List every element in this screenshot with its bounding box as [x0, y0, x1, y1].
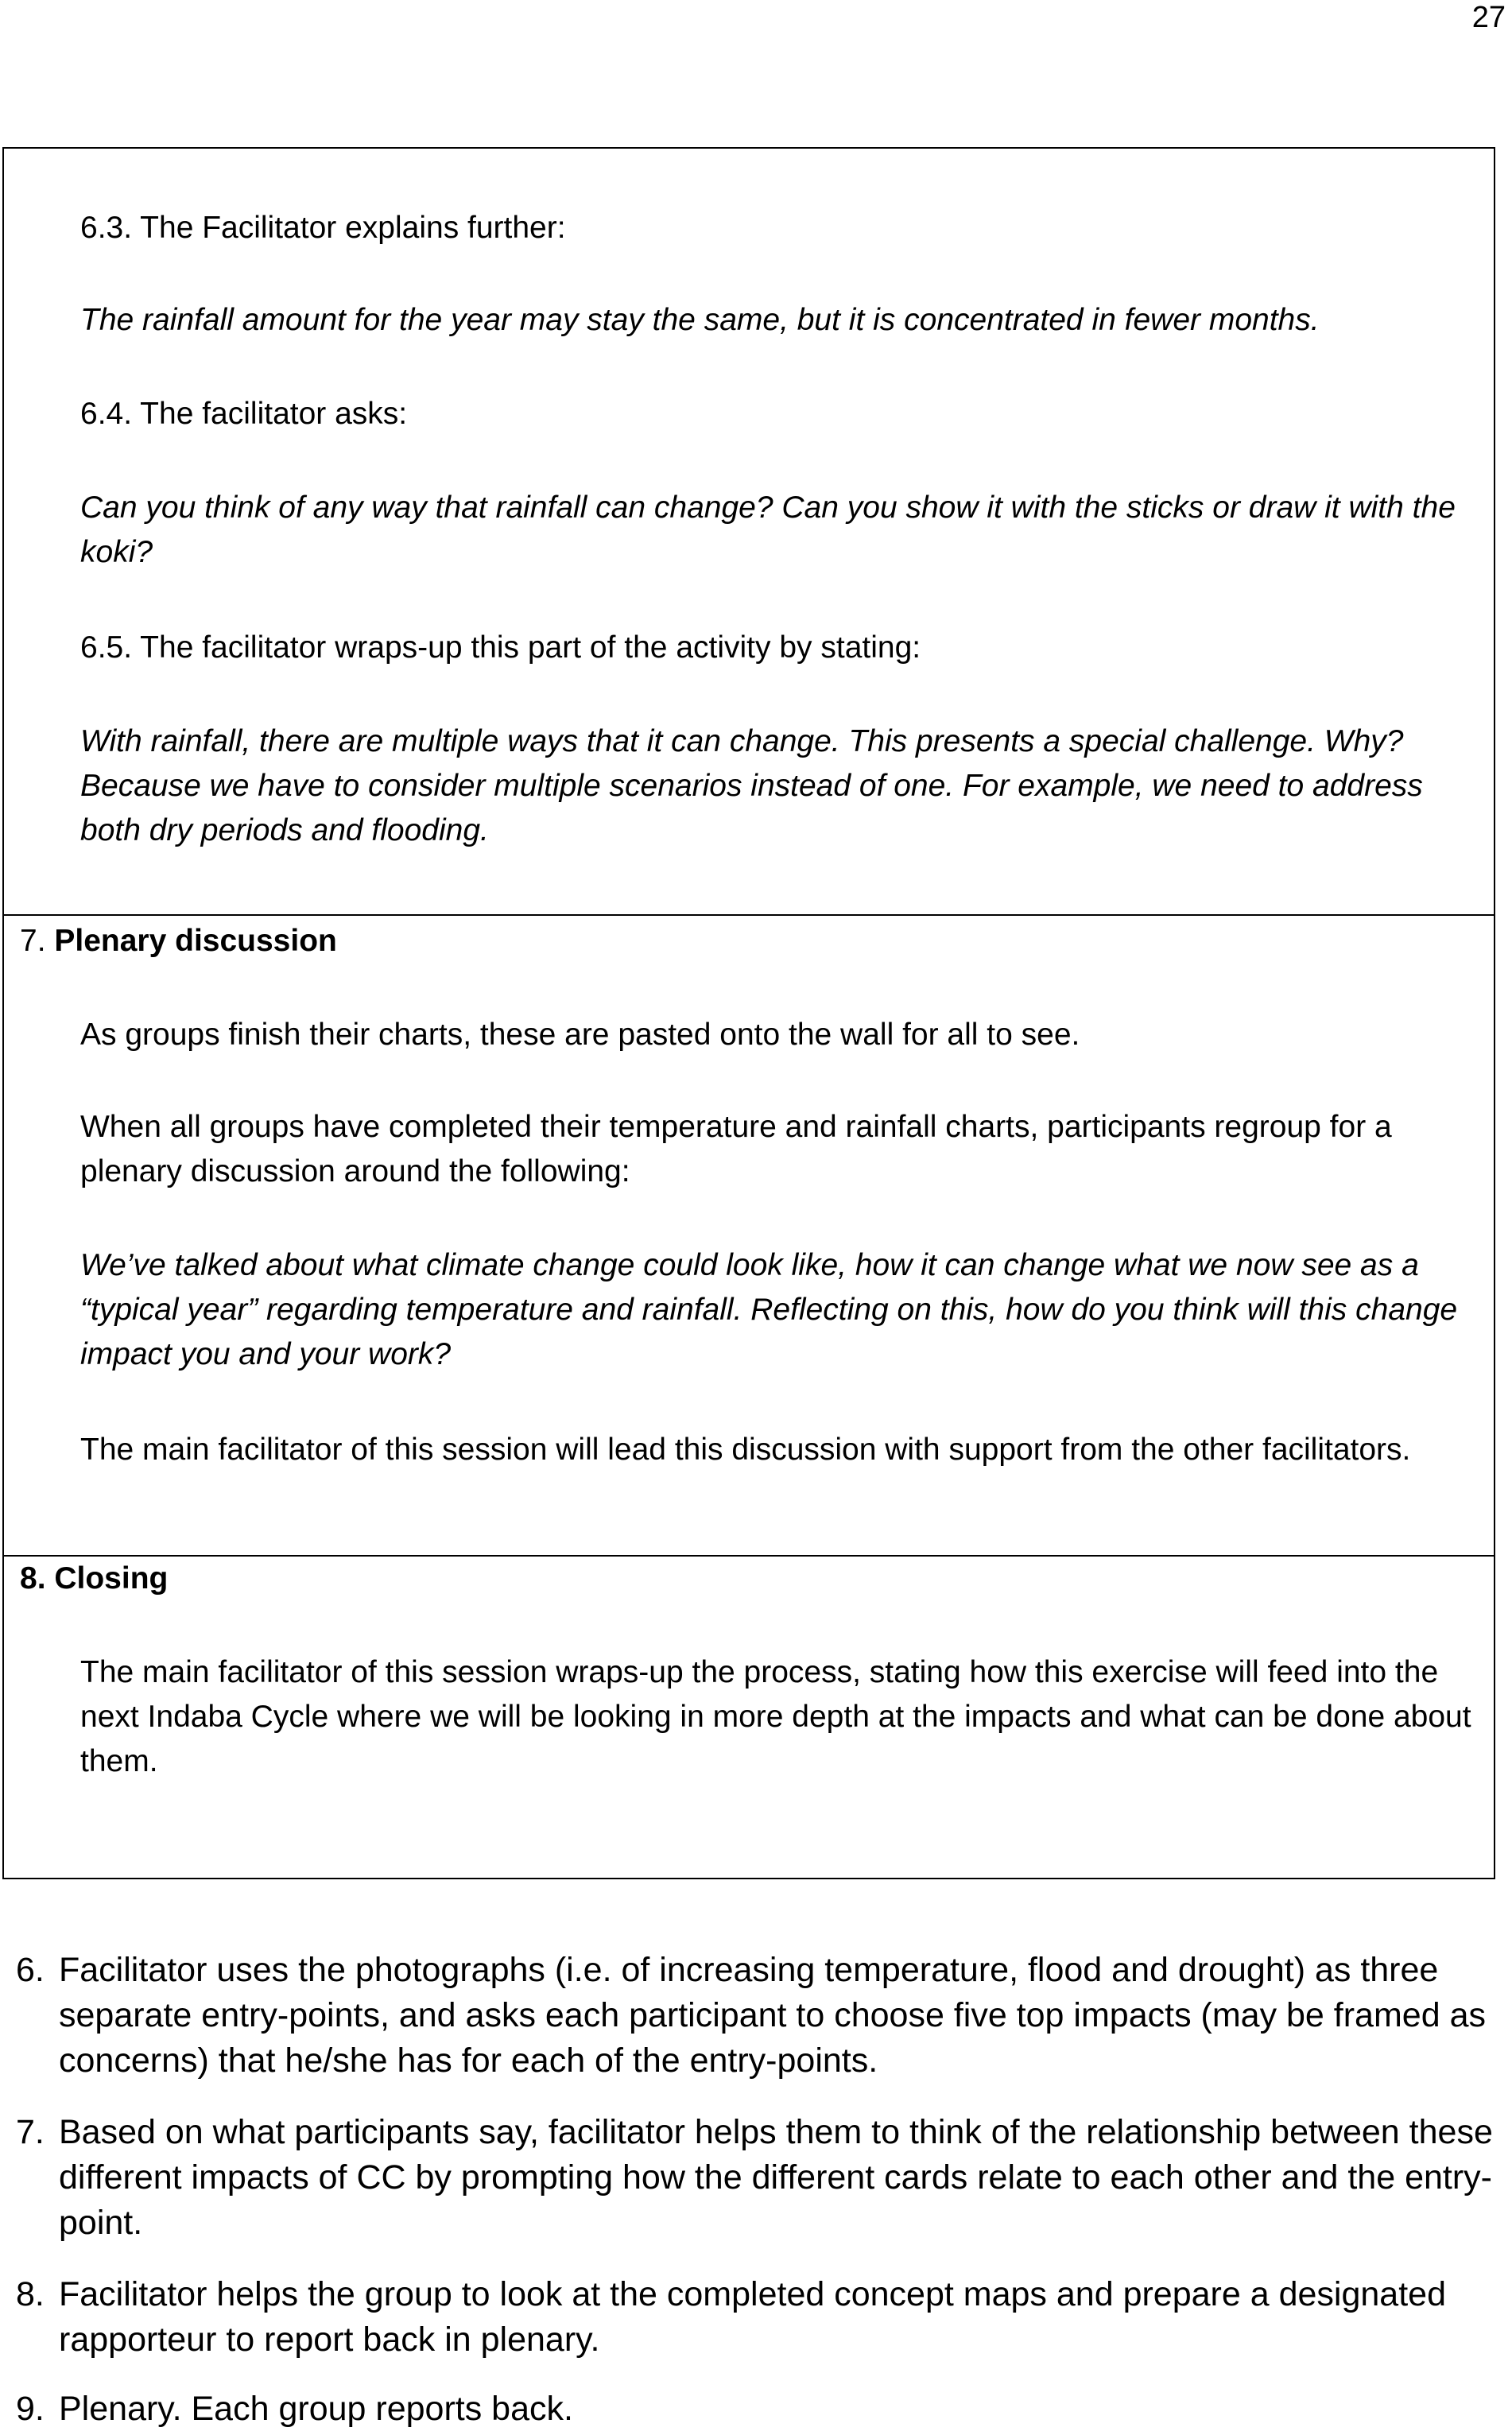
list-item-text: Plenary. Each group reports back. [59, 2390, 573, 2428]
list-item-text: Facilitator helps the group to look at the completed concept maps and prepare a designated rapporteur to report back in plenary. [59, 2275, 1446, 2359]
plenary-paragraph-2: When all groups have completed their temperature and rainfall charts, participants regroup for a plenary discussion around the following: [80, 1110, 1392, 1188]
section-number: 7. [20, 924, 46, 958]
step-6-5-quote: With rainfall, there are multiple ways that it can change. This presents a special challenge. Why? Because we have to consider multiple scenarios instead of one. For example, we need to address both dry periods and flooding. [80, 724, 1423, 847]
section-heading [20, 919, 337, 964]
list-item [16, 2110, 1496, 2246]
section-plenary-discussion [4, 914, 1494, 1555]
step-6-4-quote: Can you think of any way that rainfall can change? Can you show it with the sticks or draw it with the koki? [80, 490, 1456, 569]
step-6-5-text: 6.5. The facilitator wraps-up this part of the activity by stating: [80, 630, 921, 665]
closing-paragraph: The main facilitator of this session wraps-up the process, stating how this exercise will feed into the next Indaba Cycle where we will be looking in more depth at the impacts and what can be done about them. [80, 1655, 1471, 1778]
section-rainfall-explanation [4, 149, 1494, 914]
closing-heading: 8. Closing [20, 1561, 169, 1596]
step-6-3-text: 6.3. The Facilitator explains further: [80, 211, 566, 245]
list-item-text: Based on what participants say, facilitator helps them to think of the relationship between these different impacts of CC by prompting how the different cards relate to each other and the entry-point. [59, 2113, 1493, 2242]
plenary-question: We’ve talked about what climate change could look like, how it can change what we now see as a “typical year” regarding temperature and rainfall. Reflecting on this, how do you think will this change impact you and your work? [80, 1248, 1458, 1371]
section-title: Plenary discussion [54, 924, 337, 958]
step-6-4-text: 6.4. The facilitator asks: [80, 397, 408, 431]
list-item [16, 2387, 1496, 2432]
step-6-3-quote: The rainfall amount for the year may stay the same, but it is concentrated in fewer months. [80, 303, 1320, 337]
section-closing [4, 1555, 1494, 1879]
list-item-number: 8. [16, 2275, 45, 2313]
list-item-text: Facilitator uses the photographs (i.e. of increasing temperature, flood and drought) as three separate entry-points, and asks each participant to choose five top impacts (may be framed as concerns) that he/she has for each of the entry-points. [59, 1951, 1486, 2080]
plenary-paragraph-1: As groups finish their charts, these are pasted onto the wall for all to see. [80, 1018, 1080, 1052]
list-item [16, 1948, 1496, 2084]
list-item [16, 2272, 1496, 2363]
list-item-number: 7. [16, 2113, 45, 2151]
plenary-paragraph-4: The main facilitator of this session will lead this discussion with support from the other facilitators. [80, 1433, 1411, 1467]
page-number: 27 [1471, 1, 1506, 34]
list-item-number: 6. [16, 1951, 45, 1989]
activity-box [2, 147, 1495, 1879]
list-item-number: 9. [16, 2390, 45, 2428]
